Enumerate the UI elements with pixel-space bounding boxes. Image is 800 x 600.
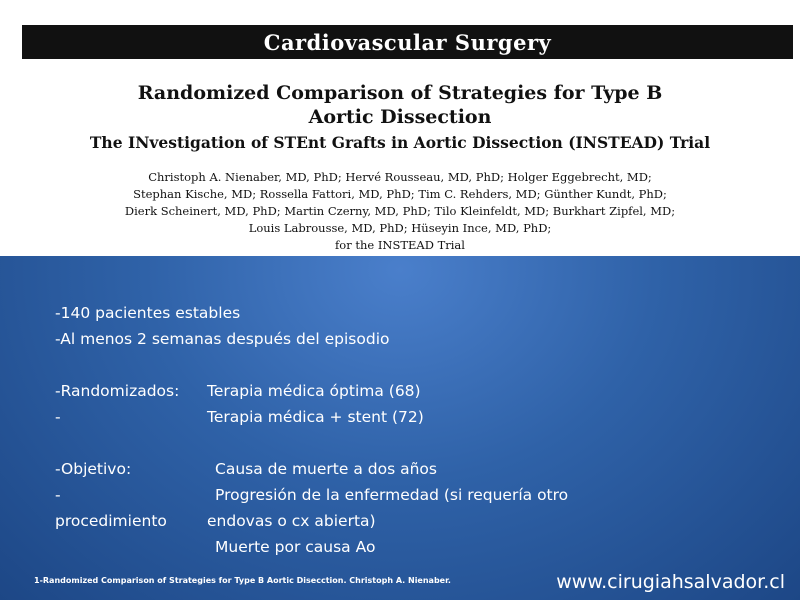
article-title-line1: Randomized Comparison of Strategies for Type B [137, 82, 663, 104]
journal-name: Cardiovascular Surgery [263, 29, 552, 55]
randomized-label: -Randomizados: [55, 382, 180, 400]
article-header-image [0, 0, 800, 256]
author-list [0, 169, 800, 254]
bullet-objective [55, 456, 775, 482]
objective-2: Progresión de la enfermedad (si requería otro [215, 486, 569, 504]
author-line: Louis Labrousse, MD, PhD; Hüseyin Ince, MD, PhD; [248, 221, 552, 235]
author-line: Dierk Scheinert, MD, PhD; Martin Czerny, MD, PhD; Tilo Kleinfeldt, MD; Burkhart Zipfel, MD; [124, 204, 676, 218]
article-title-line2: Aortic Dissection [308, 106, 492, 128]
dash-marker: - [55, 408, 61, 426]
bullet-objective-2 [55, 482, 775, 508]
objective-label: -Objetivo: [55, 460, 132, 478]
bullet-objective-3 [55, 534, 775, 560]
journal-banner [22, 25, 793, 59]
reference-footnote: 1-Randomized Comparison of Strategies for Type B Aortic Disecction. Christoph A. Nienaber. [34, 576, 451, 585]
slide-body [55, 300, 775, 560]
objective-continuation-label: procedimiento [55, 512, 167, 530]
website-url: www.cirugiahsalvador.cl [556, 571, 785, 593]
bullet-patients: -140 pacientes estables [55, 304, 241, 322]
randomized-arm-1: Terapia médica óptima (68) [207, 382, 421, 400]
bullet-randomized [55, 378, 775, 404]
bullet-timing: -Al menos 2 semanas después del episodio [55, 330, 390, 348]
author-line: Christoph A. Nienaber, MD, PhD; Hervé Rousseau, MD, PhD; Holger Eggebrecht, MD; [148, 170, 652, 184]
randomized-arm-2: Terapia médica + stent (72) [207, 408, 424, 426]
objective-3: Muerte por causa Ao [215, 538, 376, 556]
author-line: for the INSTEAD Trial [335, 238, 465, 252]
article-subtitle: The INvestigation of STEnt Grafts in Aortic Dissection (INSTEAD) Trial [89, 133, 711, 152]
author-line: Stephan Kische, MD; Rossella Fattori, MD, PhD; Tim C. Rehders, MD; Günther Kundt, PhD; [133, 187, 667, 201]
objective-1: Causa de muerte a dos años [215, 460, 437, 478]
bullet-objective-2-cont [55, 508, 775, 534]
bullet-randomized-2 [55, 404, 775, 430]
dash-marker: - [55, 486, 61, 504]
objective-2-continuation: endovas o cx abierta) [207, 512, 376, 530]
